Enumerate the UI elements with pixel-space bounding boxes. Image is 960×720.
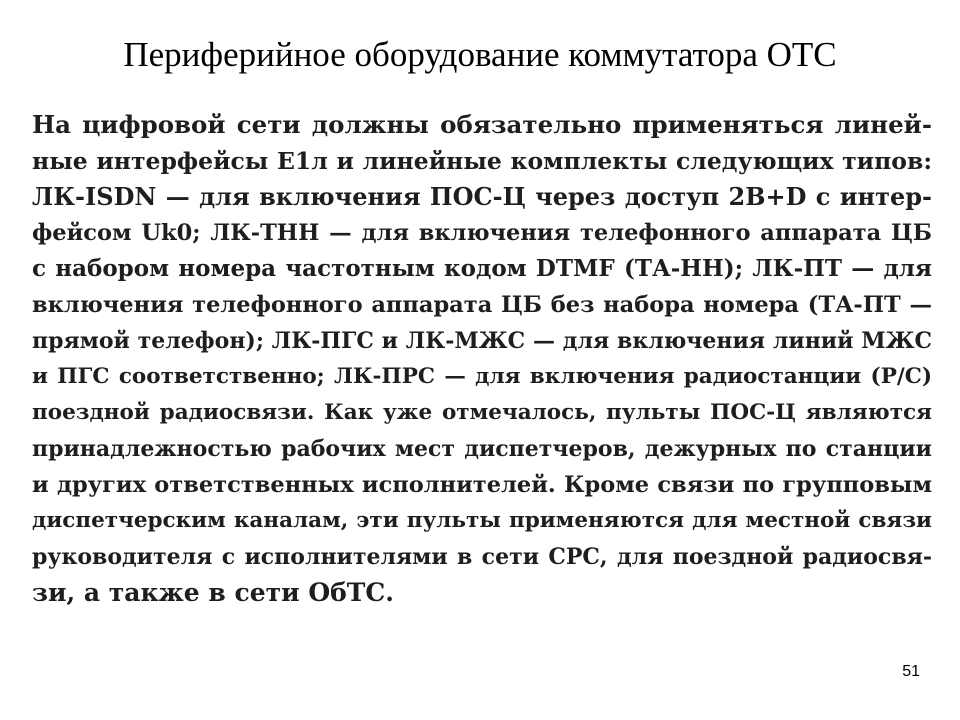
text-line: руководителя с исполнителями в сети СРС, для поездной радиосвя- — [32, 544, 932, 570]
scanned-text-block — [32, 108, 932, 608]
text-line: поездной радиосвязи. Как уже отмечалось, пульты ПОС-Ц являются — [32, 400, 932, 425]
text-line: и ПГС соответственно; ЛК-ПРС — для включения радиостанции (Р/С) — [32, 364, 932, 389]
slide-title: Периферийное оборудование коммутатора ОТС — [123, 35, 837, 74]
text-line: На цифровой сети должны обязательно применяться линей- — [32, 110, 932, 139]
text-line: диспетчерским каналам, эти пульты применяются для местной связи — [32, 508, 932, 533]
text-line: и других ответственных исполнителей. Кроме связи по групповым — [32, 472, 932, 498]
text-line: включения телефонного аппарата ЦБ без набора номера (ТА-ПТ — — [32, 292, 932, 318]
text-line: прямой телефон); ЛК-ПГС и ЛК-МЖС — для включения линий МЖС — [32, 328, 932, 354]
page-number: 51 — [902, 663, 920, 680]
text-line: зи, а также в сети ОбТС. — [32, 578, 394, 607]
text-line: фейсом Uk0; ЛК-ТНН — для включения телефонного аппарата ЦБ — [32, 220, 932, 246]
text-line: с набором номера частотным кодом DTMF (ТА-НН); ЛК-ПТ — для — [32, 255, 932, 282]
text-line: принадлежностью рабочих мест диспетчеров, дежурных по станции — [32, 436, 932, 462]
text-line: ЛК-ISDN — для включения ПОС-Ц через доступ 2B+D с интер- — [32, 182, 932, 211]
text-line: ные интерфейсы Е1л и линейные комплекты следующих типов: — [32, 147, 932, 175]
